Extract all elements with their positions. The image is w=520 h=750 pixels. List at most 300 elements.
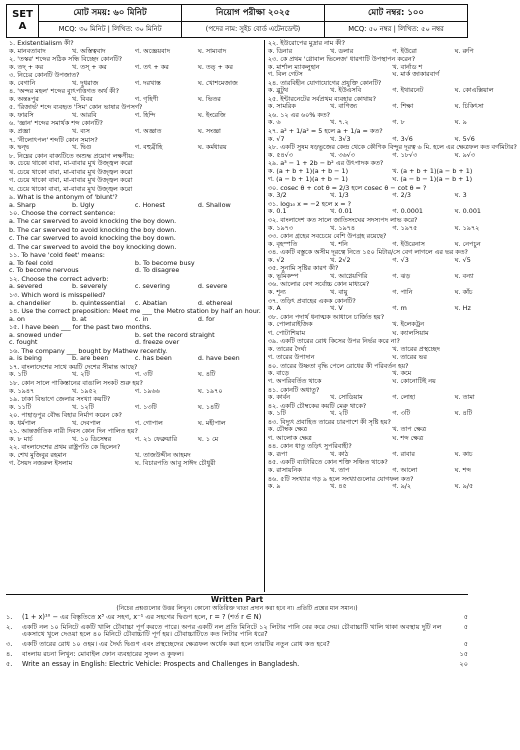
option: গ. পোটাশিয়াম bbox=[267, 328, 305, 337]
mcq-question bbox=[9, 40, 261, 55]
option: ক. তদ্ + কর bbox=[9, 62, 44, 71]
option: গ. ইউরেনাস bbox=[392, 239, 425, 248]
option: a. snowed under bbox=[9, 330, 63, 339]
question-options bbox=[268, 354, 517, 362]
question-options bbox=[9, 227, 261, 235]
option: গ. ঝড় bbox=[392, 271, 411, 280]
written-text: একটি নল ১০ মিনিটে একটি খালি চৌবাচ্চা পূর্ণ করতে পারে। অপর একটি নল প্রতি মিনিটে ১২ লিটার পানি বের করে দেয়। চৌবাচ্চাটি খালি থাকা অবস্থায় দুটি নল একসাথে খুলে দেওয়া হলে ৪০ মিনিটে চৌবাচ্চাটি পূর্ণ হয়। চৌবাচ্চাটিতে কত লিটার পানি ধরে? bbox=[22, 622, 442, 639]
exam-title: নিয়োগ পরীক্ষা ২০২৫ bbox=[182, 5, 324, 22]
option: খ. বার্নাড শ bbox=[392, 62, 423, 71]
option: ক. 0.1 bbox=[267, 207, 287, 216]
option: খ. বাণিজ্য bbox=[330, 102, 358, 111]
option: ঘ. ক্যালসিয়াম bbox=[392, 328, 429, 337]
option: ঘ. বন্যা bbox=[454, 271, 474, 280]
mcq-question bbox=[9, 210, 261, 225]
question-options bbox=[268, 168, 517, 176]
question-text: ২১. আন্তর্জাতিক নারী দিবস কোন দিন পালিত হয়? bbox=[9, 427, 138, 436]
mcq-question bbox=[9, 444, 261, 459]
option: খ. ২টি bbox=[330, 409, 348, 418]
option: খ. 1/3 bbox=[330, 191, 349, 200]
option: গ. দরখাস্ত bbox=[134, 78, 161, 87]
option: c. has been bbox=[134, 354, 172, 363]
question-options bbox=[9, 80, 261, 88]
mcq-question bbox=[268, 354, 517, 362]
question-options bbox=[9, 371, 261, 379]
question-options bbox=[9, 96, 261, 104]
option: ক. কার্বন bbox=[267, 393, 291, 402]
option: গ. গোপাল bbox=[134, 418, 163, 427]
option: b. severely bbox=[71, 282, 108, 291]
question-text: ৬. 'জ্ঞান' শব্দের সমার্থক শব্দ কোনটি? bbox=[9, 119, 103, 128]
mcq-left-column bbox=[6, 40, 264, 592]
option: b. The car swerved to avoid knocking the boy down. bbox=[9, 225, 177, 234]
set-box bbox=[7, 5, 39, 37]
option: খ. সোডিয়াম bbox=[330, 393, 363, 402]
option: গ. চেয়ে থাকো বাবা, মা-বাবার মুখ উজ্জ্বল করো bbox=[9, 176, 133, 185]
option: খ. কমে bbox=[392, 369, 412, 378]
question-options bbox=[268, 321, 517, 329]
option: গ. আলো bbox=[392, 465, 418, 474]
mcq-question bbox=[9, 194, 261, 209]
question-options bbox=[9, 452, 261, 460]
option: গ. √3 bbox=[392, 255, 409, 264]
question-text: ২৪. তারবিহীন যোগাযোগের প্রযুক্তি কোনটি? bbox=[267, 78, 382, 87]
option: খ. তাপ bbox=[330, 465, 350, 474]
option: ঘ. ভিতর bbox=[197, 94, 221, 103]
question-text: ৮. নিম্নের কোন বাক্যটিতে অশুদ্ধ প্রয়োগ লক্ষণীয়: bbox=[9, 151, 135, 160]
option: খ. তাজউদ্দীন আহমদ bbox=[134, 450, 191, 459]
option: খ. ১৯৫২ bbox=[71, 386, 97, 395]
mcq-question bbox=[268, 40, 517, 55]
question-options bbox=[9, 436, 261, 444]
option: ক. রাসায়নিক bbox=[267, 465, 302, 474]
option: ঘ. (a − b − 1)(a − b + 1) bbox=[392, 175, 473, 184]
written-marks: ১৫ bbox=[459, 649, 468, 658]
mcq-question bbox=[268, 387, 517, 402]
written-text: বাংলায় রচনা লিখুন: মোবাইল ফোন ব্যবহারের সুফল ও কুফল। bbox=[22, 649, 184, 658]
option: ঘ. ৯√৩ bbox=[454, 150, 476, 159]
question-options bbox=[268, 483, 517, 491]
set-label: SET bbox=[12, 8, 33, 20]
option: খ. ২টি bbox=[71, 370, 90, 379]
mcq-question bbox=[268, 476, 517, 491]
question-options bbox=[268, 176, 517, 184]
question-text: ৯. What is the antonym of 'blunt'? bbox=[9, 193, 118, 202]
exam-title-cell bbox=[182, 5, 325, 37]
option: ঘ. খোশমেজাজ bbox=[197, 78, 238, 87]
option: গ. অজ্ঞেয়বাদ bbox=[134, 46, 170, 55]
option: খ. কাঠ bbox=[330, 449, 349, 458]
mcq-right-column bbox=[264, 40, 520, 592]
question-options bbox=[268, 426, 517, 434]
mcq-question bbox=[9, 460, 261, 468]
option: খ. ৭.২ bbox=[330, 118, 349, 127]
mcq-question bbox=[268, 281, 517, 296]
option: গ. রাবার bbox=[392, 449, 415, 458]
option: ক. দ্বন্দ্ব bbox=[9, 143, 29, 152]
question-options bbox=[9, 218, 261, 226]
option: ক. শূন্য bbox=[267, 287, 286, 296]
written-marks: ৫ bbox=[463, 640, 468, 649]
option: খ. ১৯৭৪ bbox=[330, 223, 355, 232]
mcq-question bbox=[268, 56, 517, 79]
question-text: ৪৫. একটি ব্যাটারিতে কোন শক্তি সঞ্চিত থাকে? bbox=[267, 458, 388, 467]
option: খ. তাপ ক্ষেত্র bbox=[392, 425, 427, 434]
option: c. in bbox=[134, 314, 149, 323]
mcq-question bbox=[9, 324, 261, 347]
option: ক. চেয়ে থাকো বাবা, মা-বাবার মুখ উজ্জ্বল করো bbox=[9, 159, 133, 168]
option: ঘ. 0.001 bbox=[454, 207, 481, 216]
mcq-question bbox=[268, 403, 517, 418]
mcq-question bbox=[9, 364, 261, 379]
question-options bbox=[9, 355, 261, 363]
option: গ. হিন্দি bbox=[134, 110, 156, 119]
option: গ. ৮ bbox=[392, 118, 405, 127]
mcq-question bbox=[268, 265, 517, 280]
written-marks: ৫ bbox=[463, 612, 468, 621]
option: গ. লোহা bbox=[392, 393, 416, 402]
written-marks: ৫ bbox=[463, 622, 468, 631]
option: ক. শেখ মুজিবুর রহমান bbox=[9, 450, 67, 459]
option: ক. ৮ মার্চ bbox=[9, 434, 33, 443]
mcq-section bbox=[6, 39, 517, 592]
option: a. is being bbox=[9, 354, 42, 363]
question-text: ২৮. একটি সুষম ষড়ভুজের কেন্দ্র থেকে কৌণিক বিন্দুর দূরত্ব ৬ মি. হলে এর ক্ষেত্রফল কত বর্গমিটার? bbox=[267, 143, 517, 152]
option: গ. ২১ ফেব্রুয়ারি bbox=[134, 434, 178, 443]
option: ঘ. কাঁচ bbox=[454, 287, 473, 296]
option: গ. অপরিবর্তিত থাকে bbox=[267, 376, 322, 385]
option: ঘ. √5 bbox=[454, 255, 471, 264]
option: গ. ৩টি bbox=[392, 409, 411, 418]
option: ঘ. ৪টি bbox=[454, 409, 473, 418]
question-text: ৪৪. কোন ধাতু তড়িৎ সুপরিবাহী? bbox=[267, 442, 352, 451]
option: a. chandelier bbox=[9, 298, 51, 307]
mcq-question bbox=[268, 314, 517, 329]
mcq-question bbox=[9, 169, 261, 177]
question-options bbox=[9, 112, 261, 120]
option: গ. ইথারনেট bbox=[392, 86, 424, 95]
option: ঘ. ১৯৭০ bbox=[197, 386, 223, 395]
option: d. for bbox=[197, 314, 215, 323]
written-question bbox=[6, 661, 468, 669]
option: ক. ১৯৭৩ bbox=[267, 223, 293, 232]
option: ঘ. ৪টি bbox=[197, 370, 216, 379]
question-options bbox=[9, 202, 261, 210]
mcq-question bbox=[268, 160, 517, 175]
mcq-question bbox=[9, 276, 261, 291]
option: খ. 3√3 bbox=[330, 134, 351, 143]
question-options bbox=[9, 420, 261, 428]
question-text: ২২. বাংলাদেশের প্রথম রাষ্ট্রপতি কে ছিলেন? bbox=[9, 443, 121, 452]
written-title: Written Part bbox=[6, 594, 468, 605]
option: ঘ. নেপচুন bbox=[454, 239, 481, 248]
question-options bbox=[268, 152, 517, 160]
mcq-question bbox=[9, 72, 261, 87]
question-text: ১১. To have 'cold feet' means: bbox=[9, 251, 105, 260]
option: গ. ১৩টি bbox=[134, 402, 157, 411]
question-options bbox=[9, 260, 261, 275]
mcq-question bbox=[9, 244, 261, 252]
mcq-question bbox=[9, 412, 261, 427]
mcq-question bbox=[9, 177, 261, 185]
mcq-question bbox=[9, 348, 261, 363]
option: খ. ৪৫ bbox=[330, 482, 347, 491]
option: c. Abatian bbox=[134, 298, 168, 307]
written-text: একটি তারের রোধ ১০ ওহম। এর দৈর্ঘ্য দ্বিগুণ এবং প্রস্থচ্ছেদের ক্ষেত্রফল অর্ধেক করা হলে তারটির নতুন রোধ কত হবে? bbox=[22, 640, 330, 649]
question-text: ৩৪. একটি বস্তুকে অসীম দূরত্বে নিতে ১৫০ মিটার/সে বেগ লাগলে এর ভর কত? bbox=[267, 248, 468, 257]
option: গ. আলোক ক্ষেত্র bbox=[267, 433, 312, 442]
mcq-question bbox=[9, 137, 261, 152]
option: খ. ইলেকট্রন bbox=[392, 320, 425, 329]
option: b. are been bbox=[71, 354, 109, 363]
option: খ. আগ্নেয়গিরি bbox=[330, 271, 368, 280]
question-options bbox=[268, 394, 517, 402]
question-text: ৩. নিচের কোনটি উপজাত? bbox=[9, 71, 80, 80]
question-options bbox=[268, 225, 517, 233]
mcq-question bbox=[268, 419, 517, 434]
option: b. set the record straight bbox=[134, 330, 215, 339]
mcq-question bbox=[9, 227, 261, 235]
question-text: ১৮. কোন সালে পাকিস্তানের বাঙালি সংকট শুরু হয়? bbox=[9, 378, 143, 387]
mcq-question bbox=[268, 298, 517, 313]
option: ক. ৫৪√৩ bbox=[267, 150, 293, 159]
option: ক. অন্তঃপুর bbox=[9, 94, 39, 103]
question-options bbox=[268, 330, 517, 338]
option: ক. (a + b + 1)(a + b − 1) bbox=[267, 166, 349, 175]
written-number: ১. bbox=[6, 612, 13, 621]
mcq-question bbox=[268, 363, 517, 386]
option: ঘ. Hz bbox=[454, 304, 471, 313]
option: ক. সামরিক bbox=[267, 102, 296, 111]
mcq-question bbox=[268, 249, 517, 264]
option: ক. মার্শাল ম্যাকলুহান bbox=[267, 62, 320, 71]
question-text: ৭. 'নীলোৎপল' শব্দটি কোন সমাস? bbox=[9, 135, 98, 144]
question-options bbox=[268, 64, 517, 79]
mcq-question bbox=[9, 88, 261, 103]
question-options bbox=[268, 192, 517, 200]
option: ক. ভূমিকম্প bbox=[267, 271, 299, 280]
written-number: ৪. bbox=[6, 649, 13, 658]
option: ঘ. ইংরেজি bbox=[197, 110, 226, 119]
question-text: ৩৭. তড়িৎ প্রবাহের একক কোনটি? bbox=[267, 296, 356, 305]
option: c. To become nervous bbox=[9, 266, 79, 275]
written-question bbox=[6, 641, 468, 649]
question-options bbox=[268, 289, 517, 297]
question-options bbox=[9, 160, 261, 168]
question-options bbox=[268, 467, 517, 475]
mcq-question bbox=[268, 233, 517, 248]
question-options bbox=[9, 186, 261, 194]
option: d. have been bbox=[197, 354, 240, 363]
option: ঘ. কোনোটিই নয় bbox=[392, 376, 436, 385]
mcq-question bbox=[9, 308, 261, 323]
option: ক. বাড়ে bbox=[267, 369, 289, 378]
question-options bbox=[9, 316, 261, 324]
question-text: ১. Existentialism কী? bbox=[9, 39, 74, 47]
question-text: ১৪. Use the correct preposition: Meet me ___ the Metro station by half an hour. bbox=[9, 307, 261, 316]
option: ঘ. মহীপাল bbox=[197, 418, 226, 427]
option: ক. ৯ bbox=[267, 482, 281, 491]
mcq-question bbox=[9, 120, 261, 135]
option: গ. ইউরো bbox=[392, 46, 417, 55]
option: গ. ৯/২ bbox=[392, 482, 412, 491]
mcq-question bbox=[268, 144, 517, 159]
written-question bbox=[6, 624, 468, 640]
option: গ. অজ্ঞাত bbox=[134, 127, 162, 136]
question-options bbox=[9, 460, 261, 468]
option: ক. ১টি bbox=[267, 409, 286, 418]
question-text: ২৫. ইন্টারনেটের সর্বপ্রথম ব্যবহার কোথায়? bbox=[267, 94, 376, 103]
mcq-question bbox=[268, 443, 517, 458]
option: c. fought bbox=[9, 338, 38, 347]
question-options bbox=[9, 300, 261, 308]
time-split: MCQ: ৩০ মিনিট | লিখিত: ৩০ মিনিট bbox=[58, 25, 162, 34]
mcq-question bbox=[268, 459, 517, 474]
mcq-question bbox=[9, 104, 261, 119]
question-options bbox=[9, 235, 261, 243]
mcq-question bbox=[268, 96, 517, 111]
question-text: ২৯. a³ − 1 + 2b − b² এর উৎপাদক কত? bbox=[267, 159, 384, 168]
option: ক. চৌম্বক ক্ষেত্র bbox=[267, 425, 307, 434]
option: c. The car swerved to avoid knocking the boy down. bbox=[9, 234, 176, 243]
written-number: ২. bbox=[6, 622, 13, 631]
option: খ. দ্বিগু bbox=[71, 143, 92, 152]
option: ঘ. চেয়ে থাকো বাবা, মা-বাবার মুখ উজ্জ্বল করো bbox=[9, 184, 133, 193]
option: খ. আরবি bbox=[71, 110, 97, 119]
question-options bbox=[268, 451, 517, 459]
option: খ. দুধরাজ bbox=[71, 78, 99, 87]
written-question bbox=[6, 651, 468, 659]
question-text: ৩০. cosec θ + cot θ = 2/3 হলে cosec θ − cot θ = ? bbox=[267, 183, 427, 192]
mcq-question bbox=[9, 396, 261, 411]
question-text: ৫. 'রিজার্ভ' শব্দে ব্যবহৃত 'সিম' কোন ভাষার উপসর্গ? bbox=[9, 103, 143, 112]
question-text: ২৬. ১২ এর ৬০% কত? bbox=[267, 110, 331, 119]
question-text: ৩৯. একটি তারের রোধ কিসের উপর নির্ভর করে না? bbox=[267, 337, 400, 346]
option: গ. ১৯৭৫ bbox=[392, 223, 418, 232]
option: খ. চেয়ে থাকো বাবা, মা-বাবার মুখ উজ্জ্বল করো bbox=[9, 167, 133, 176]
option: a. Sharp bbox=[9, 200, 36, 209]
question-options bbox=[268, 370, 517, 385]
question-options bbox=[268, 119, 517, 127]
option: গ. 0.0001 bbox=[392, 207, 423, 216]
option: খ. ১২টি bbox=[71, 402, 94, 411]
written-marks: ২০ bbox=[459, 659, 468, 668]
mcq-question bbox=[9, 153, 261, 168]
option: ঘ. সংজ্ঞা bbox=[197, 127, 221, 136]
question-text: ১৩. Which word is misspelled? bbox=[9, 290, 106, 299]
mcq-question bbox=[268, 330, 517, 338]
option: ক. রূপা bbox=[267, 449, 288, 458]
written-number: ৫. bbox=[6, 659, 13, 668]
question-text: ২. 'তস্কর' শব্দের সঠিক সন্ধি বিচ্ছেদ কোনটি? bbox=[9, 55, 122, 64]
question-options bbox=[9, 244, 261, 252]
question-options bbox=[9, 177, 261, 185]
question-text: ১৭. বাংলাদেশের সাথে কয়টি দেশের সীমান্ত আছে? bbox=[9, 362, 138, 371]
option: ক. ১টি bbox=[9, 370, 27, 379]
mcq-question bbox=[268, 80, 517, 95]
mcq-question bbox=[268, 112, 517, 127]
option: খ. তস্ + কর bbox=[71, 62, 107, 71]
written-question bbox=[6, 614, 468, 622]
written-text: (1 + x)¹⁰ − এর বিস্তৃতিতে x³ এর সহগ, x⁻¹ এর সহগের দ্বিগুণ হলে, r = ? (শর্ত r ∈ N) bbox=[22, 612, 262, 621]
question-text: ১২. Choose the correct adverb: bbox=[9, 274, 109, 283]
option: ঘ. বিচারপতি আবু সাঈদ চৌধুরী bbox=[134, 459, 216, 468]
mcq-question bbox=[9, 56, 261, 71]
question-options bbox=[268, 241, 517, 249]
option: গ. তারের উপাদান bbox=[267, 353, 315, 362]
mcq-question bbox=[268, 338, 517, 353]
option: ঘ. ৯/৫ bbox=[454, 482, 474, 491]
option: খ. (a + b + 1)(a − b + 1) bbox=[392, 166, 473, 175]
question-options bbox=[9, 283, 261, 291]
question-text: ১৯. ঢাকা বিভাগে জেলার সংখ্যা কয়টি? bbox=[9, 395, 111, 404]
option: ক. A bbox=[267, 304, 281, 313]
option: d. The car swerved to avoid the boy knocking down. bbox=[9, 242, 177, 251]
option: খ. ব্যস bbox=[71, 127, 90, 136]
option: a. The car swerved to avoid knocking the boy down. bbox=[9, 217, 177, 226]
option: c. severing bbox=[134, 282, 170, 291]
question-options bbox=[268, 87, 517, 95]
option: গ. ৩টি bbox=[134, 370, 153, 379]
question-text: ৩৮. কোন পদার্থ ধনাত্মক আধানে চার্জিত হয়? bbox=[267, 312, 385, 321]
option: খ. 2√2 bbox=[330, 255, 351, 264]
option: a. To feel cold bbox=[9, 258, 53, 267]
option: গ. বিল গেটস bbox=[267, 70, 303, 79]
written-text: Write an essay in English: Electric Vehicle: Prospects and Challenges in Bangladesh. bbox=[22, 659, 300, 668]
option: খ. বায়ু bbox=[330, 287, 348, 296]
option: খ. ডলার bbox=[330, 46, 354, 55]
option: ক. ধর্মপাল bbox=[9, 418, 36, 427]
mcq-question bbox=[268, 201, 517, 216]
option: ক. ফারসি bbox=[9, 110, 34, 119]
question-options bbox=[9, 169, 261, 177]
option: b. at bbox=[71, 314, 87, 323]
option: ঘ. তত্ + কর bbox=[197, 62, 233, 71]
question-text: ৩১. log₁₀ x = −2 হলে x = ? bbox=[267, 199, 352, 208]
set-value: A bbox=[18, 21, 27, 32]
option: ঘ. ১ মে bbox=[197, 434, 219, 443]
question-text: ২৩. কে প্রথম 'গ্লোবাল ভিলেজ' ধারণাটি উপস্থাপন করেন? bbox=[267, 55, 416, 64]
question-options bbox=[268, 410, 517, 418]
option: ঘ. কাচ bbox=[454, 449, 473, 458]
total-time: মোট সময়: ৬০ মিনিট bbox=[39, 5, 181, 22]
option: খ. দেবপাল bbox=[71, 418, 101, 427]
option: গ. তৎ + কর bbox=[134, 62, 169, 71]
mcq-question bbox=[9, 292, 261, 307]
question-text: ৪৬. ৫টি সংখ্যার গড় ৯ হলে সংখ্যাগুলোর যোগফল কত? bbox=[267, 474, 414, 483]
option: গ. পানি bbox=[392, 287, 413, 296]
post-name: (পদের নাম: সুইচ বোর্ড এটেনডেন্ট) bbox=[205, 25, 301, 34]
written-number: ৩. bbox=[6, 640, 13, 649]
option: ঘ. মার্ক জাকারবার্গ bbox=[392, 70, 440, 79]
option: d. freeze over bbox=[134, 338, 180, 347]
option: b. quintessential bbox=[71, 298, 126, 307]
question-text: ৪০. তারের উষ্ণতা বৃদ্ধি পেলে রোধের কী পরিবর্তন হয়? bbox=[267, 361, 409, 370]
option: ঘ. সাম্যবাদ bbox=[197, 46, 227, 55]
mcq-question bbox=[9, 252, 261, 275]
option: খ. ১০ ডিসেম্বর bbox=[71, 434, 112, 443]
option: ক. ব্লুটুথ bbox=[267, 86, 289, 95]
question-options bbox=[9, 64, 261, 72]
question-text: ২৭. a² + 1/a² = 5 হলে a + 1/a = কত? bbox=[267, 127, 383, 136]
question-text: ৩৩. কোন গ্রহের সবচেয়ে বেশি উপগ্রহ রয়েছে? bbox=[267, 232, 387, 241]
option: গ. m bbox=[392, 304, 407, 313]
option: গ. 3√6 bbox=[392, 134, 413, 143]
mcq-question bbox=[268, 128, 517, 143]
option: ক. বৃহস্পতি bbox=[267, 239, 298, 248]
question-text: ৩২. বাংলাদেশ কত সালে জাতিসংঘের সদস্যপদ লাভ করে? bbox=[267, 216, 418, 225]
question-options bbox=[9, 48, 261, 56]
